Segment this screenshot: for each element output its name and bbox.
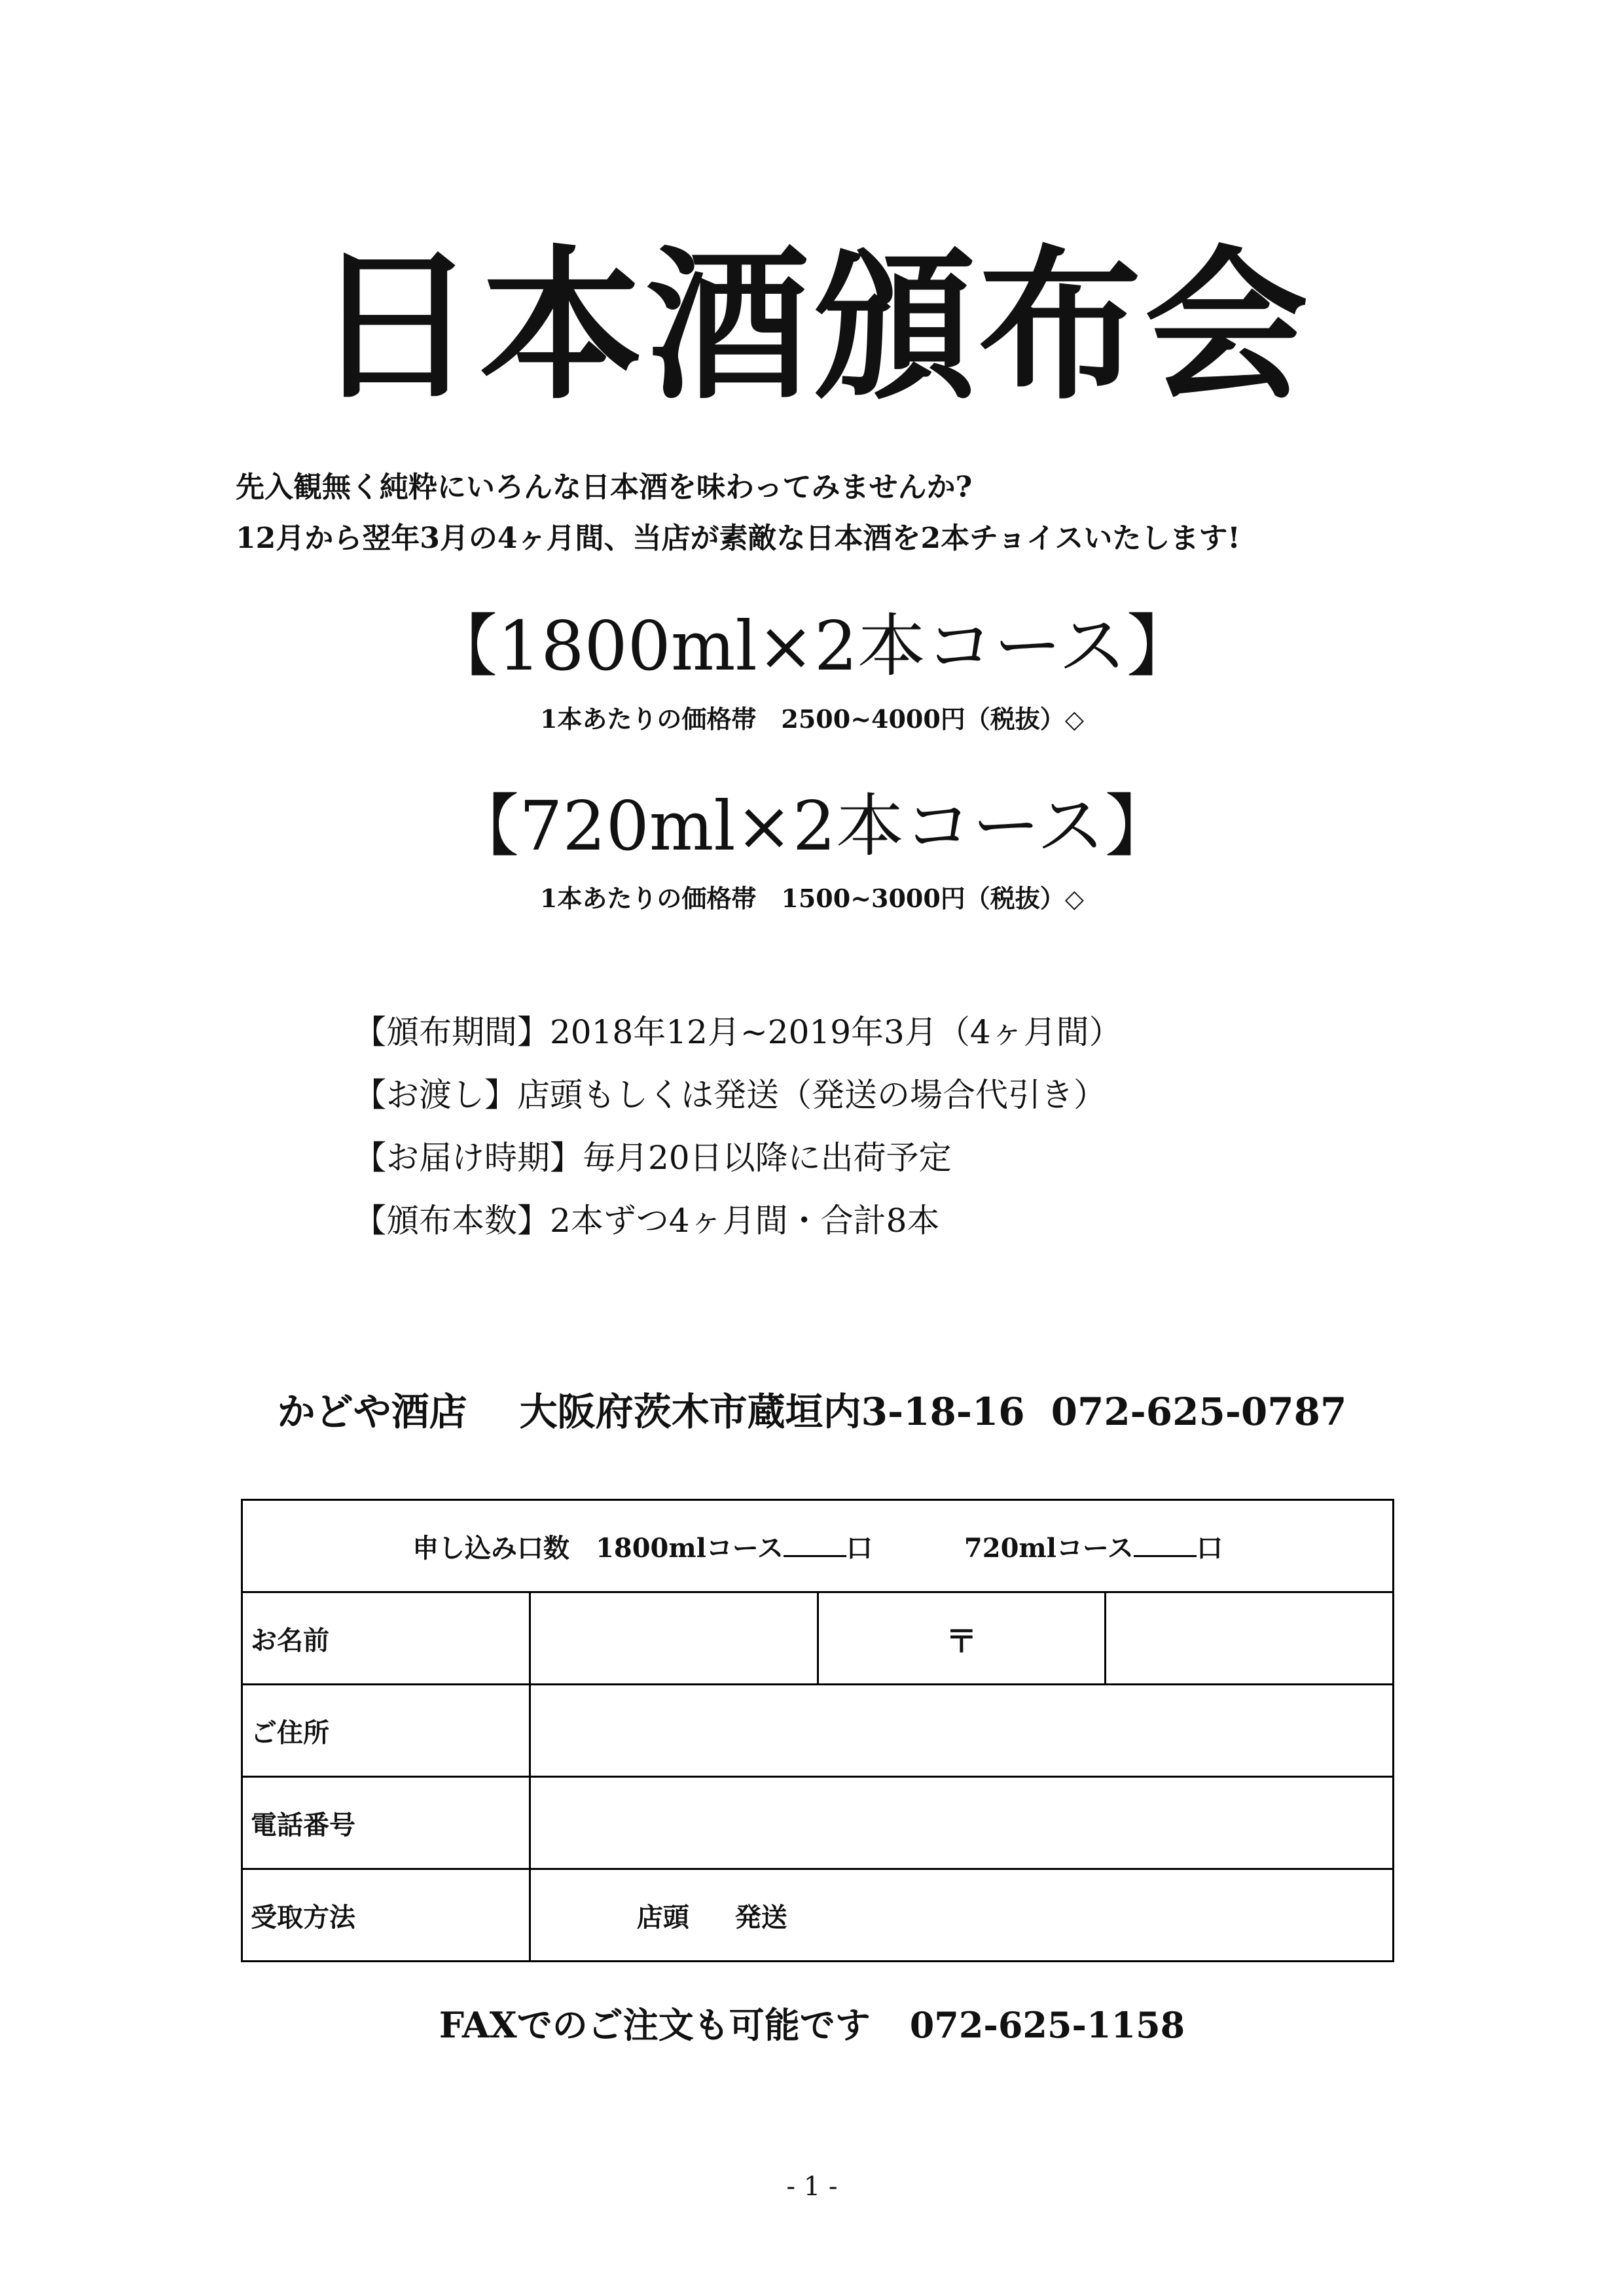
form-name-row (242, 1592, 1394, 1685)
detail-period: 【頒布期間】2018年12月~2019年3月（4ヶ月間） (353, 1013, 1122, 1051)
course-720-title: 【720ml×2本コース】 (451, 786, 1173, 866)
detail-delivery-timing: 【お届け時期】毎月20日以降に出荷予定 (353, 1139, 952, 1177)
course-720-price: 1本あたりの価格帯 1500~3000円（税抜）◇ (539, 884, 1085, 913)
detail-bottle-count: 【頒布本数】2本ずつ4ヶ月間・合計8本 (353, 1202, 940, 1240)
postal-mark: 〒 (818, 1592, 1106, 1685)
order-form-table (241, 1499, 1394, 1962)
form-address-row (242, 1685, 1394, 1777)
intro-line-2: 12月から翌年3月の4ヶ月間、当店が素敵な日本酒を2本チョイスいたします! (236, 522, 1240, 555)
method-options (530, 1869, 1393, 1962)
fax-number: 072-625-1158 (909, 2004, 1185, 2046)
form-method-row (242, 1869, 1394, 1962)
phone-field[interactable] (530, 1777, 1393, 1869)
course-1800-price: 1本あたりの価格帯 2500~4000円（税抜）◇ (539, 704, 1085, 734)
page-number: - 1 - (786, 2172, 838, 2202)
name-field[interactable] (530, 1592, 818, 1685)
address-label: ご住所 (242, 1685, 530, 1777)
course2-label: 720mlコース (964, 1532, 1134, 1564)
shop-phone: 072-625-0787 (1051, 1390, 1347, 1434)
shop-info (0, 1381, 1624, 1436)
course-1800-title: 【1800ml×2本コース】 (429, 606, 1195, 686)
form-header-row (242, 1500, 1394, 1592)
order-count-label: 申し込み口数 (412, 1532, 570, 1564)
method-label: 受取方法 (242, 1869, 530, 1962)
fax-info (0, 1998, 1624, 2048)
intro-line-1: 先入観無く純粋にいろんな日本酒を味わってみませんか? (236, 471, 973, 504)
course2-quantity-blank[interactable] (1134, 1532, 1197, 1557)
course1-quantity-blank[interactable] (784, 1532, 846, 1557)
detail-handover: 【お渡し】店頭もしくは発送（発送の場合代引き） (353, 1076, 1106, 1114)
shop-address: 大阪府茨木市蔵垣内3-18-16 (519, 1390, 1025, 1434)
phone-label: 電話番号 (242, 1777, 530, 1869)
option-ship[interactable]: 発送 (734, 1901, 787, 1933)
form-phone-row (242, 1777, 1394, 1869)
postal-code-field[interactable] (1106, 1592, 1394, 1685)
name-label: お名前 (242, 1592, 530, 1685)
form-header-cell (242, 1500, 1394, 1592)
course1-label: 1800mlコース (596, 1532, 784, 1564)
address-field[interactable] (530, 1685, 1393, 1777)
page-title: 日本酒頒布会 (313, 229, 1311, 422)
course2-unit: 口 (1196, 1532, 1223, 1564)
option-store[interactable]: 店頭 (636, 1901, 689, 1933)
course1-unit: 口 (846, 1532, 873, 1564)
shop-name: かどや酒店 (277, 1390, 467, 1434)
fax-text: FAXでのご注文も可能です (439, 2004, 871, 2046)
